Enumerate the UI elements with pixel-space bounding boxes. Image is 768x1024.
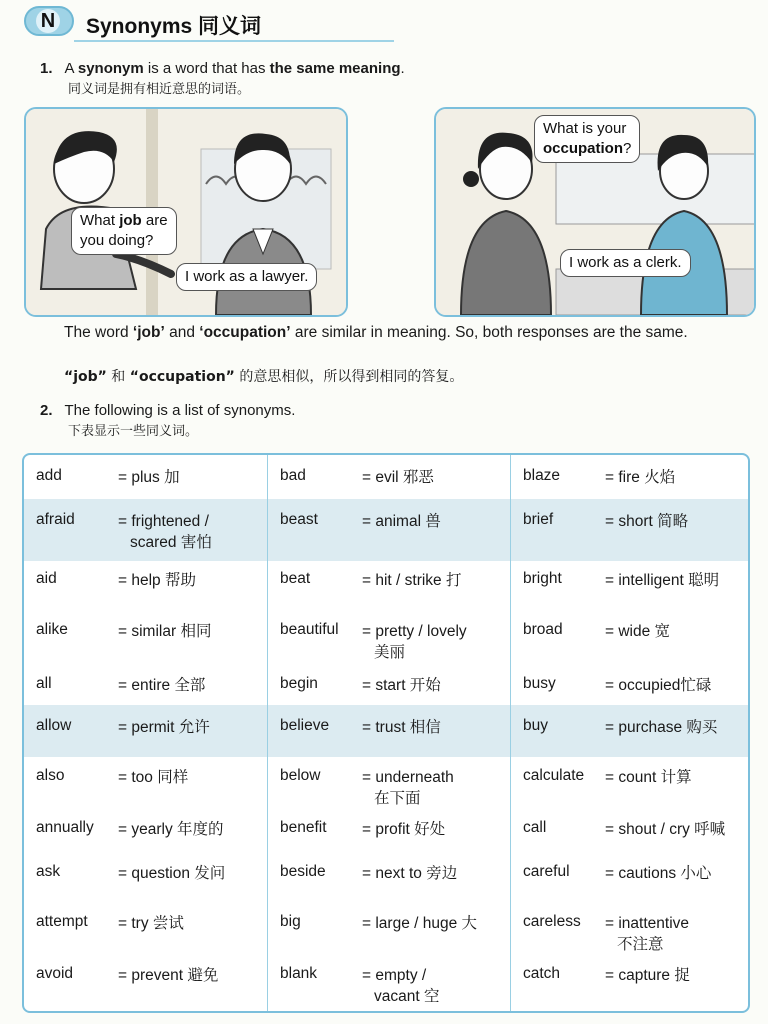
point-1-chinese: 同义词是拥有相近意思的词语。 (68, 82, 251, 97)
point-1 (40, 58, 405, 100)
synonym-word: below (280, 767, 321, 784)
explanation-cn-part: 和 (106, 369, 130, 385)
synonym-meaning (362, 570, 462, 591)
synonym-meaning (118, 819, 224, 840)
synonym-word: bad (280, 467, 306, 484)
synonym-word: bright (523, 570, 562, 587)
synonym-meaning-line: = question 发问 (118, 865, 226, 882)
synonym-word: allow (36, 717, 72, 734)
synonym-meaning (362, 717, 441, 738)
synonym-meaning-line: = evil 邪恶 (362, 469, 434, 486)
synonym-meaning-line: = plus 加 (118, 469, 180, 486)
synonym-meaning (118, 511, 212, 553)
synonym-meaning (118, 675, 205, 696)
synonym-meaning (605, 717, 717, 738)
synonym-meaning-line: = large / huge 大 (362, 915, 478, 932)
synonym-meaning-line: 不注意 (617, 936, 664, 953)
synonym-meaning-line: = wide 宽 (605, 623, 671, 640)
synonym-meaning-line: = yearly 年度的 (118, 821, 224, 838)
synonym-meaning (118, 621, 211, 642)
synonym-word: blaze (523, 467, 561, 484)
explanation-part: The word (64, 324, 133, 341)
bubble-text: What is your (543, 120, 627, 137)
synonym-word: beautiful (280, 621, 339, 638)
synonym-meaning (605, 467, 675, 488)
synonym-word: beat (280, 570, 311, 587)
point-1-text: A (64, 60, 78, 77)
point-2-text: The following is a list of synonyms. (64, 402, 296, 419)
speech-bubble-job (71, 207, 177, 255)
section-letter: N (36, 9, 60, 33)
synonym-word: all (36, 675, 52, 692)
bubble-text: you doing? (80, 232, 154, 249)
synonym-word: careless (523, 913, 581, 930)
point-1-bold-synonym: synonym (77, 60, 144, 77)
synonym-meaning (362, 767, 454, 809)
synonym-meaning-line: = frightened / (118, 513, 209, 530)
synonym-meaning (118, 467, 180, 488)
synonym-word: believe (280, 717, 330, 734)
synonym-meaning (362, 863, 457, 884)
synonym-meaning-line: = intelligent 聪明 (605, 572, 720, 589)
synonym-word: afraid (36, 511, 75, 528)
synonym-meaning-line: = try 尝试 (118, 915, 184, 932)
synonym-meaning-line: = shout / cry 呼喊 (605, 821, 726, 838)
synonym-word: big (280, 913, 301, 930)
synonym-meaning-line: = fire 火焰 (605, 469, 676, 486)
synonym-meaning-line: = help 帮助 (118, 572, 196, 589)
bubble-text: ? (623, 140, 632, 157)
synonym-meaning (118, 863, 225, 884)
synonym-meaning-line: 在下面 (374, 790, 421, 807)
explanation-part: and (164, 324, 200, 341)
synonym-word: ask (36, 863, 61, 880)
explanation-bold-job: ‘job’ (132, 324, 165, 341)
section-header (24, 6, 764, 42)
synonym-meaning-line: scared 害怕 (130, 534, 212, 551)
synonym-meaning-line: = underneath (362, 769, 454, 786)
synonym-meaning-line: = prevent 避免 (118, 967, 219, 984)
section-badge (24, 6, 74, 36)
explanation-chinese (64, 366, 463, 386)
synonym-meaning-line: = profit 好处 (362, 821, 446, 838)
section-title: Synonyms 同义词 (86, 15, 262, 38)
synonym-meaning (118, 767, 188, 788)
point-2 (40, 400, 295, 442)
synonym-meaning (362, 965, 439, 1007)
synonyms-column-2 (267, 455, 511, 1011)
synonym-meaning (605, 767, 692, 788)
synonym-word: careful (523, 863, 570, 880)
explanation-cn-bold-job: “job” (64, 369, 107, 385)
synonym-word: begin (280, 675, 318, 692)
synonym-meaning-line: = short 简略 (605, 513, 689, 530)
explanation-part: are similar in meaning. So, both responses are the same. (290, 324, 688, 341)
bubble-bold-occupation: occupation (543, 140, 624, 157)
synonym-meaning-line: 美丽 (374, 644, 406, 661)
synonym-meaning (605, 819, 725, 840)
synonym-meaning-line: = animal 兽 (362, 513, 441, 530)
synonym-meaning (605, 570, 719, 591)
synonym-word: buy (523, 717, 548, 734)
synonym-word: catch (523, 965, 561, 982)
synonym-meaning-line: = trust 相信 (362, 719, 441, 736)
point-1-text: is a word that has (143, 60, 270, 77)
synonym-meaning-line: = purchase 购买 (605, 719, 718, 736)
explanation-text (64, 322, 754, 343)
synonym-meaning (362, 819, 445, 840)
synonym-word: brief (523, 511, 554, 528)
synonym-meaning (362, 621, 467, 663)
synonym-meaning-line: = similar 相同 (118, 623, 212, 640)
synonym-meaning (362, 511, 441, 532)
synonym-meaning (605, 965, 690, 986)
synonym-word: broad (523, 621, 563, 638)
synonym-word: add (36, 467, 62, 484)
point-1-number: 1. (40, 60, 53, 77)
synonym-word: beast (280, 511, 318, 528)
synonym-meaning (118, 965, 218, 986)
synonym-meaning (605, 675, 711, 696)
synonym-word: busy (523, 675, 556, 692)
speech-bubble-clerk: I work as a clerk. (560, 249, 691, 277)
synonym-meaning-line: = start 开始 (362, 677, 441, 694)
synonym-meaning (362, 913, 477, 934)
synonym-meaning-line: = pretty / lovely (362, 623, 467, 640)
synonym-meaning (362, 675, 441, 696)
speech-bubble-occupation (534, 115, 640, 163)
synonym-word: annually (36, 819, 94, 836)
synonym-meaning (605, 621, 670, 642)
section-underline (74, 40, 394, 42)
illustration-right (434, 107, 756, 317)
explanation-bold-occupation: ‘occupation’ (199, 324, 291, 341)
synonyms-column-1 (24, 455, 267, 1011)
synonym-meaning (605, 863, 711, 884)
synonym-meaning (118, 570, 196, 591)
synonym-meaning-line: = too 同样 (118, 769, 189, 786)
synonym-meaning (605, 913, 689, 955)
synonym-meaning (362, 467, 434, 488)
synonym-meaning-line: = permit 允许 (118, 719, 210, 736)
synonym-word: beside (280, 863, 326, 880)
synonym-meaning-line: = inattentive (605, 915, 690, 932)
synonym-word: attempt (36, 913, 88, 930)
point-1-bold-meaning: the same meaning (269, 60, 401, 77)
synonyms-column-3 (510, 455, 750, 1011)
synonym-meaning-line: = count 计算 (605, 769, 692, 786)
synonym-meaning-line: vacant 空 (374, 988, 440, 1005)
synonym-meaning-line: = empty / (362, 967, 427, 984)
synonym-meaning (605, 511, 688, 532)
synonym-word: blank (280, 965, 318, 982)
synonym-meaning-line: = entire 全部 (118, 677, 206, 694)
synonym-meaning (118, 717, 210, 738)
explanation-cn-bold-occupation: “occupation” (129, 369, 235, 385)
synonym-word: aid (36, 570, 57, 587)
bubble-text: are (141, 212, 168, 229)
synonym-word: avoid (36, 965, 74, 982)
synonym-word: call (523, 819, 547, 836)
synonym-meaning-line: = cautions 小心 (605, 865, 712, 882)
synonym-word: alike (36, 621, 68, 638)
point-2-chinese: 下表显示一些同义词。 (68, 424, 199, 439)
point-2-number: 2. (40, 402, 53, 419)
synonym-meaning-line: = occupied忙碌 (605, 677, 712, 694)
synonym-word: calculate (523, 767, 585, 784)
explanation-cn-part: 的意思相似，所以得到相同的答复。 (234, 369, 464, 385)
synonym-word: also (36, 767, 65, 784)
bubble-text: What (80, 212, 120, 229)
synonym-meaning-line: = hit / strike 打 (362, 572, 462, 589)
synonym-meaning-line: = capture 捉 (605, 967, 690, 984)
synonym-meaning-line: = next to 旁边 (362, 865, 458, 882)
synonym-word: benefit (280, 819, 327, 836)
synonym-meaning (118, 913, 184, 934)
speech-bubble-lawyer: I work as a lawyer. (176, 263, 317, 291)
synonyms-table (22, 453, 750, 1013)
point-1-text: . (400, 60, 405, 77)
illustration-left (24, 107, 348, 317)
bubble-bold-job: job (119, 212, 142, 229)
